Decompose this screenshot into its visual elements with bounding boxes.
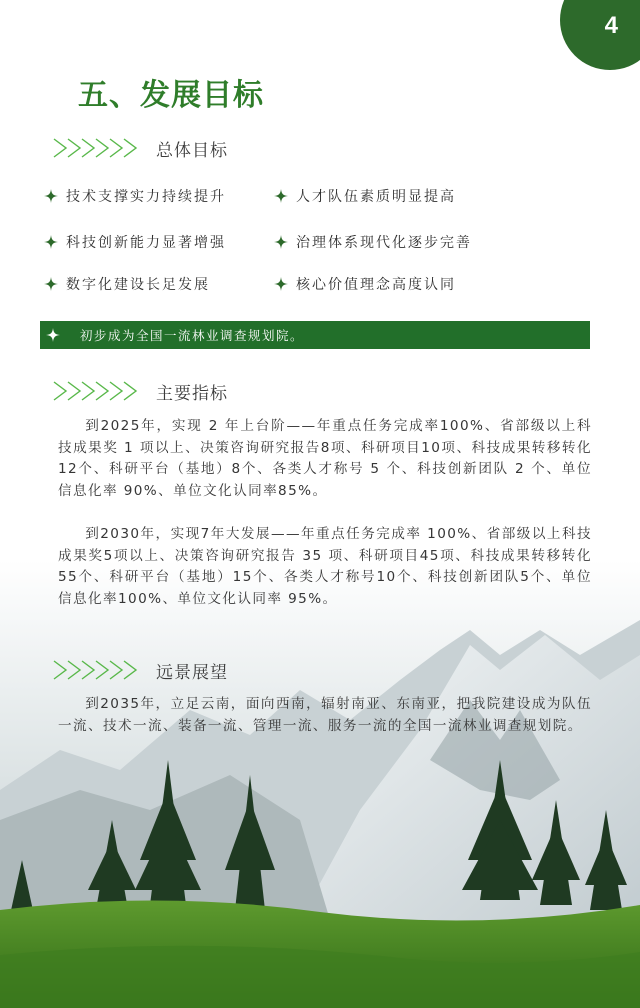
page-number-tab bbox=[560, 0, 640, 70]
goal-item bbox=[44, 274, 210, 294]
indicator-paragraph-2025: 到2025年，实现 2 年上台阶——年重点任务完成率100%、省部级以上科技成果奖 1 项以上、决策咨询研究报告8项、科研项目10项、科技成果转移转化12个、科研平台（基地）8个、各类人才称号 5 个、科技创新团队 2 个、单位信息化率 90%、单位文化认同率85%。 bbox=[58, 418, 592, 499]
goal-text: 治理体系现代化逐步完善 bbox=[296, 235, 472, 251]
goal-text: 科技创新能力显著增强 bbox=[66, 235, 226, 251]
goal-item bbox=[274, 186, 456, 206]
section-label: 主要指标 bbox=[156, 383, 228, 404]
chevrons-icon bbox=[52, 135, 142, 161]
section-header-indicators bbox=[52, 378, 228, 404]
page-number: 4 bbox=[604, 12, 618, 39]
vision-paragraph: 到2035年，立足云南，面向西南，辐射南亚、东南亚，把我院建设成为队伍一流、技术一流、装备一流、管理一流、服务一流的全国一流林业调查规划院。 bbox=[58, 696, 592, 734]
goal-item bbox=[44, 186, 226, 206]
section-label: 总体目标 bbox=[156, 140, 228, 161]
banner-text: 初步成为全国一流林业调查规划院。 bbox=[80, 328, 305, 343]
sparkle-icon bbox=[274, 277, 288, 291]
section-header-overall bbox=[52, 135, 228, 161]
goal-text: 技术支撑实力持续提升 bbox=[66, 189, 226, 205]
goal-text: 人才队伍素质明显提高 bbox=[296, 189, 456, 205]
sparkle-icon bbox=[44, 277, 58, 291]
indicator-paragraph-2030: 到2030年，实现7年大发展——年重点任务完成率 100%、省部级以上科技成果奖5项以上、决策咨询研究报告 35 项、科研项目45项、科技成果转移转化55个、科研平台（基地）15个、各类人才称号10个、科技创新团队5个、单位信息化率100%、单位文化认同率 95%。 bbox=[58, 526, 592, 607]
sparkle-icon bbox=[44, 235, 58, 249]
goal-item bbox=[274, 274, 456, 294]
goal-item bbox=[274, 232, 472, 252]
page-title: 五、发展目标 bbox=[78, 78, 264, 113]
goal-banner bbox=[40, 321, 590, 349]
section-label: 远景展望 bbox=[156, 662, 228, 683]
chevrons-icon bbox=[52, 378, 142, 404]
sparkle-icon bbox=[46, 328, 60, 342]
sparkle-icon bbox=[274, 235, 288, 249]
sparkle-icon bbox=[274, 189, 288, 203]
sparkle-icon bbox=[44, 189, 58, 203]
goal-text: 数字化建设长足发展 bbox=[66, 277, 210, 293]
chevrons-icon bbox=[52, 657, 142, 683]
goal-item bbox=[44, 232, 226, 252]
section-header-vision bbox=[52, 657, 228, 683]
mountain-forest-illustration bbox=[0, 560, 640, 1008]
goal-text: 核心价值理念高度认同 bbox=[296, 277, 456, 293]
